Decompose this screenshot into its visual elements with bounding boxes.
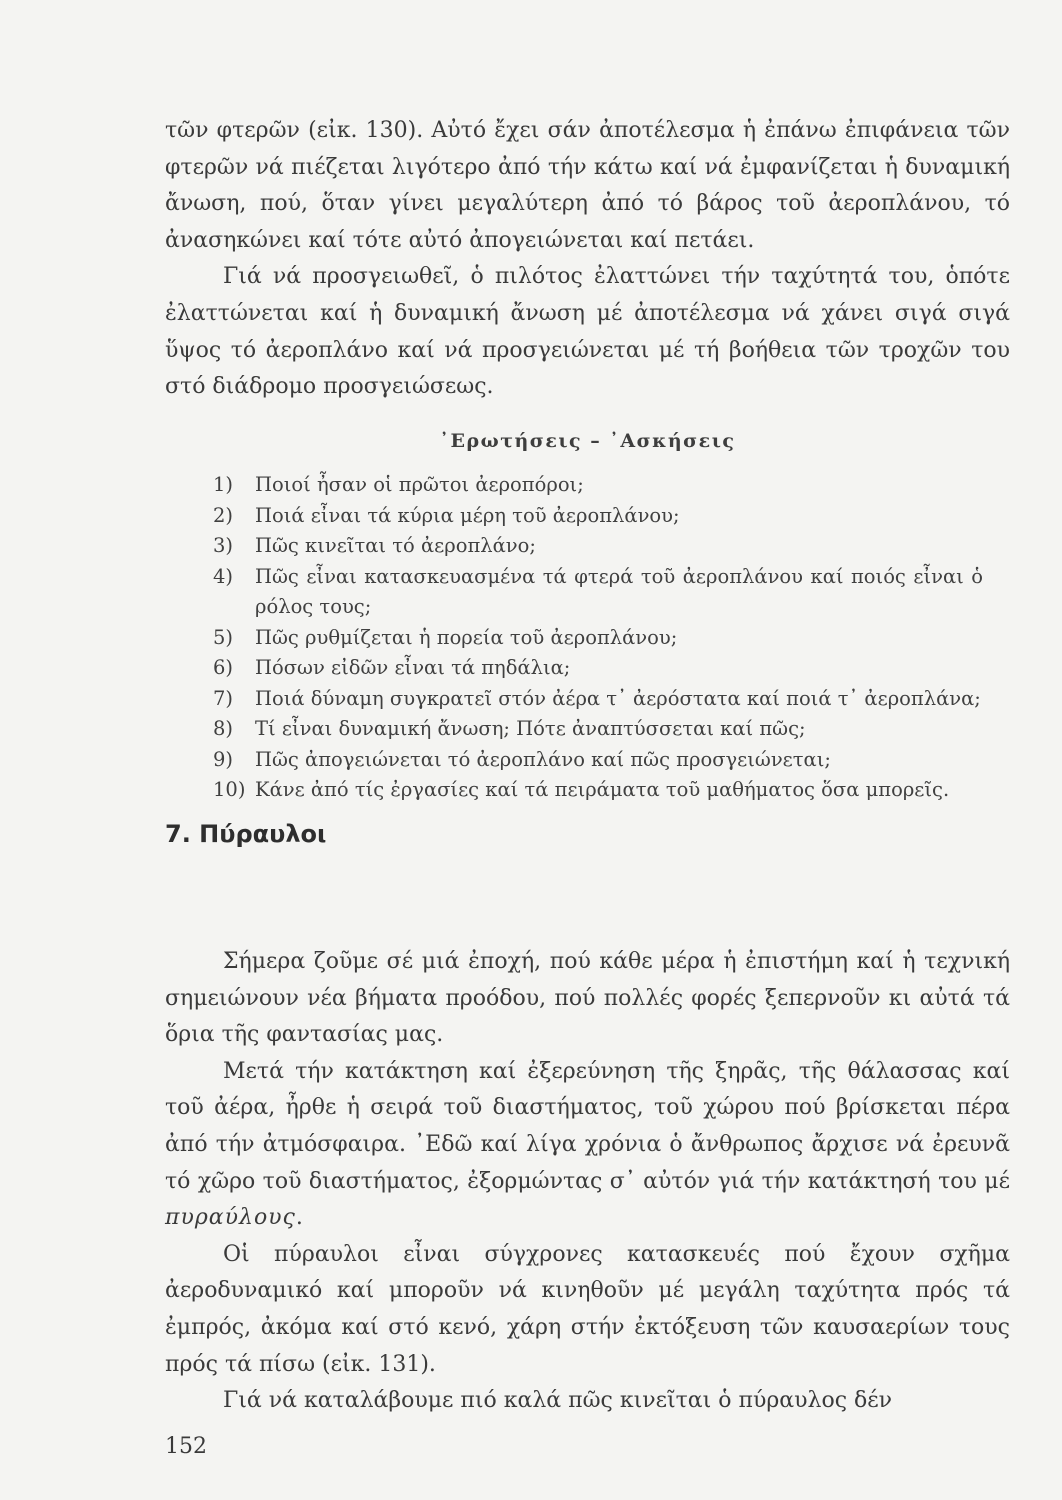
page-number: 152 — [165, 1434, 207, 1459]
paragraph-today: Σήμερα ζοῦμε σέ μιά ἐποχή, πού κάθε μέρα ἡ ἐπιστήμη καί ἡ τεχνική σημειώνουν νέα βήματα προόδου, πού πολλές φορές ξεπερνοῦν κι αὐτά τά ὅρια τῆς φαντασίας μας. — [165, 949, 1010, 1048]
question-number: 9) — [213, 747, 234, 771]
question-item — [213, 684, 983, 715]
question-number: 6) — [213, 656, 234, 679]
question-text: Ποιοί ἦσαν οἱ πρῶτοι ἀεροπόροι; — [255, 473, 584, 496]
question-text: Τί εἶναι δυναμική ἄνωση; Πότε ἀναπτύσσεται καί πῶς; — [255, 717, 806, 740]
question-text: Πῶς ρυθμίζεται ἡ πορεία τοῦ ἀεροπλάνου; — [255, 625, 678, 649]
question-text: Ποιά δύναμη συγκρατεῖ στόν ἀέρα τ᾿ ἀερόστατα καί ποιά τ᾿ ἀεροπλάνα; — [255, 686, 981, 710]
question-number: 8) — [213, 717, 234, 740]
question-text: Πῶς εἶναι κατασκευασμένα τά φτερά τοῦ ἀεροπλάνου καί ποιός εἶναι ὁ ρόλος τους; — [255, 564, 983, 618]
question-item — [213, 501, 983, 532]
questions-heading: ᾿Ερωτήσεις – ᾿Ασκήσεις — [439, 430, 736, 452]
question-text: Πόσων εἰδῶν εἶναι τά πηδάλια; — [255, 656, 571, 679]
paragraph-space — [165, 1054, 1010, 1237]
paragraph-rockets-def: Οἱ πύραυλοι εἶναι σύγχρονες κατασκευές πού ἔχουν σχῆμα ἀεροδυναμικό καί μποροῦν νά κινηθοῦν μέ μεγάλη ταχύτητα πρός τά ἐμπρός, ἀκόμα καί στό κενό, χάρη στήν ἐκτόξευση τῶν καυσαερίων τους πρός τά πίσω (εἰκ. 131). — [165, 1241, 1010, 1377]
question-item — [213, 531, 983, 562]
question-text: Πῶς κινεῖται τό ἀεροπλάνο; — [255, 534, 536, 557]
question-text: Ποιά εἶναι τά κύρια μέρη τοῦ ἀεροπλάνου; — [255, 503, 680, 527]
question-item — [213, 745, 983, 776]
question-number: 2) — [213, 503, 234, 527]
paragraph-understand: Γιά νά καταλάβουμε πιό καλά πῶς κινεῖται ὁ πύραυλος δέν — [223, 1388, 893, 1414]
question-number: 7) — [213, 686, 234, 710]
question-number: 5) — [213, 625, 234, 649]
question-number: 10) — [213, 778, 246, 801]
paragraph-space-end: . — [295, 1205, 303, 1231]
question-number: 4) — [213, 564, 234, 588]
question-item — [213, 623, 983, 654]
paragraph-wings: τῶν φτερῶν (εἰκ. 130). Αὐτό ἔχει σάν ἀποτέλεσμα ἡ ἐπάνω ἐπιφάνεια τῶν φτερῶν νά πιέζεται λιγότερο ἀπό τήν κάτω καί νά ἐμφανίζεται ἡ δυναμική ἄνωση, πού, ὅταν γίνει μεγαλύτερη ἀπό τό βάρος τοῦ ἀεροπλάνου, τό ἀνασηκώνει καί τότε αὐτό ἀπογειώνεται καί πετάει. — [165, 118, 1010, 253]
question-item — [213, 470, 983, 501]
questions-list — [213, 470, 983, 806]
question-item — [213, 653, 983, 684]
question-item — [213, 714, 983, 745]
rockets-text — [165, 944, 1010, 1420]
emphasis-rockets: πυραύλους — [165, 1205, 296, 1231]
question-text: Κάνε ἀπό τίς ἐργασίες καί τά πειράματα τοῦ μαθήματος ὅσα μπορεῖς. — [255, 778, 950, 801]
section-title: 7. Πύραυλοι — [165, 820, 327, 848]
question-number: 1) — [213, 473, 234, 496]
question-text: Πῶς ἀπογειώνεται τό ἀεροπλάνο καί πῶς προσγειώνεται; — [255, 747, 831, 771]
question-item — [213, 562, 983, 623]
question-number: 3) — [213, 534, 234, 557]
question-item — [213, 775, 983, 806]
intro-text — [165, 113, 1010, 406]
paragraph-space-text: Μετά τήν κατάκτηση καί ἐξερεύνηση τῆς ξηρᾶς, τῆς θάλασσας καί τοῦ ἀέρα, ἦρθε ἡ σειρά τοῦ διαστήματος, τοῦ χώρου πού βρίσκεται πέρα ἀπό τήν ἀτμόσφαιρα. ᾿Εδῶ καί λίγα χρόνια ὁ ἄνθρωπος ἄρχισε νά ἐρευνᾶ τό χῶρο τοῦ διαστήματος, ἐξορμώντας σ᾿ αὐτόν γιά τήν κατάκτησή του μέ — [165, 1058, 1010, 1194]
paragraph-landing: Γιά νά προσγειωθεῖ, ὁ πιλότος ἐλαττώνει τήν ταχύτητά του, ὁπότε ἐλαττώνεται καί ἡ δυναμική ἄνωση μέ ἀποτέλεσμα νά χάνει σιγά σιγά ὕψος τό ἀεροπλάνο καί νά προσγειώνεται μέ τή βοήθεια τῶν τροχῶν του στό διάδρομο προσγειώσεως. — [165, 264, 1010, 400]
